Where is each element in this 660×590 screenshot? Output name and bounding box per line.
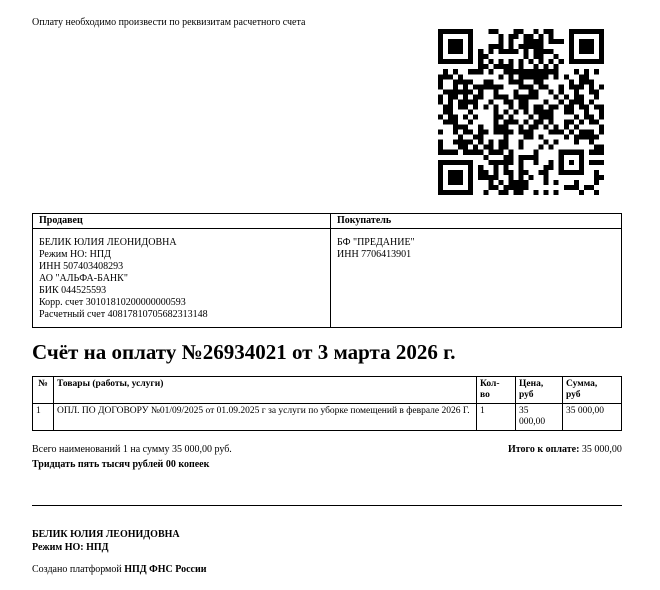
seller-details <box>33 229 331 328</box>
seller-line: БИК 044525593 <box>39 285 107 296</box>
grand-total-value: 35 000,00 <box>581 444 622 455</box>
buyer-details <box>331 229 622 328</box>
col-num-header <box>33 377 54 404</box>
col-qty-label: Кол- <box>480 379 500 389</box>
qr-code-icon <box>438 29 604 195</box>
created-prefix: Создано платформой <box>32 564 122 575</box>
items-table <box>32 376 622 431</box>
created-by <box>32 564 207 575</box>
seller-line: Корр. счет 30101810200000000593 <box>39 297 186 308</box>
row-sum: 35 000,00 <box>563 404 622 431</box>
created-platform: НПД ФНС России <box>124 564 207 575</box>
total-in-words: Тридцать пять тысяч рублей 00 копеек <box>32 459 210 470</box>
parties-table <box>32 213 622 328</box>
payment-instruction: Оплату необходимо произвести по реквизитам расчетного счета <box>32 17 306 28</box>
grand-total-label: Итого к оплате: <box>508 444 580 455</box>
buyer-line: БФ "ПРЕДАНИЕ" <box>337 237 415 248</box>
col-qty-header <box>477 377 516 404</box>
col-goods-header <box>54 377 477 404</box>
seller-header: Продавец <box>33 214 331 229</box>
col-num-label: № <box>38 379 48 389</box>
buyer-line: ИНН 7706413901 <box>337 249 412 260</box>
row-num: 1 <box>33 404 54 431</box>
seller-line: ИНН 507403408293 <box>39 261 124 272</box>
col-qty-label: во <box>480 390 490 400</box>
invoice-title: Счёт на оплату №26934021 от 3 марта 2026 г. <box>32 340 456 364</box>
row-price <box>516 404 563 431</box>
col-sum-label: руб <box>566 390 581 400</box>
col-price-label: Цена, <box>519 379 544 389</box>
row-price-part: 35 <box>519 406 529 416</box>
divider <box>32 505 622 506</box>
footer-seller-name: БЕЛИК ЮЛИЯ ЛЕОНИДОВНА <box>32 529 180 540</box>
row-description: ОПЛ. ПО ДОГОВОРУ №01/09/2025 от 01.09.2025 г за услуги по уборке помещений в феврале 2026 Г. <box>54 404 477 431</box>
row-price-part: 000,00 <box>519 417 546 427</box>
row-qty: 1 <box>477 404 516 431</box>
col-sum-header <box>563 377 622 404</box>
buyer-header: Покупатель <box>331 214 622 229</box>
grand-total <box>508 444 622 455</box>
col-sum-label: Сумма, <box>566 379 598 389</box>
seller-line: БЕЛИК ЮЛИЯ ЛЕОНИДОВНА <box>39 237 177 248</box>
seller-line: Расчетный счет 40817810705682313148 <box>39 309 208 320</box>
seller-line: Режим НО: НПД <box>39 249 111 260</box>
seller-line: АО "АЛЬФА-БАНК" <box>39 273 128 284</box>
col-goods-label: Товары (работы, услуги) <box>57 379 164 389</box>
col-price-label: руб <box>519 390 534 400</box>
items-count-total: Всего наименований 1 на сумму 35 000,00 руб. <box>32 444 232 455</box>
col-price-header <box>516 377 563 404</box>
table-row <box>33 404 622 431</box>
footer-seller-mode: Режим НО: НПД <box>32 542 109 553</box>
